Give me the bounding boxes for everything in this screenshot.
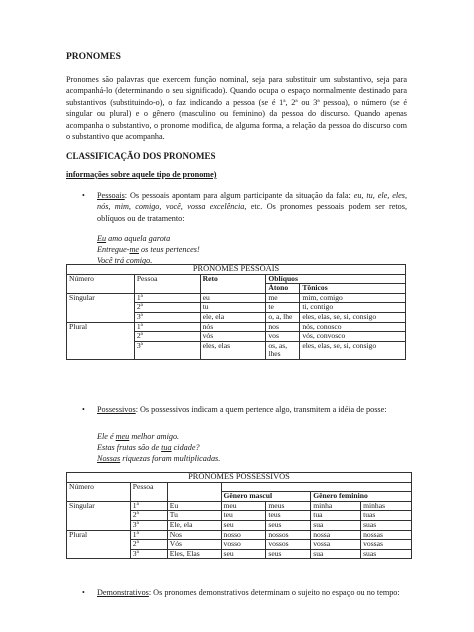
bullet-icon: • [82, 588, 85, 597]
bullet-icon: • [82, 191, 85, 200]
header-numero: Número [67, 274, 135, 293]
demonstrative-text: : Os pronomes demonstrativos determinam o sujeito no espaço ou no tempo: [148, 588, 400, 597]
classification-subheading: informações sobre aquele tipo de pronome) [66, 170, 217, 179]
possessive-text: : Os possessivos indicam a quem pertence algo, transmitem a idéia de posse: [135, 405, 387, 414]
table-row: 2ª Tu teu teus tua tuas [67, 511, 412, 521]
table-row: Plural 1ª Nos nosso nossos nossa nossas [67, 530, 412, 540]
table-row: Singular 1ª Eu meu meus minha minhas [67, 501, 412, 511]
demonstrative-term: Demonstrativos [97, 588, 149, 597]
demonstrative-paragraph [97, 587, 407, 598]
table-row: Plural 1ª nós nos nós, conosco [67, 322, 406, 332]
header-pessoa: Pessoa [134, 274, 200, 293]
header-atono: Átono [266, 284, 300, 294]
header-reto: Reto [200, 274, 266, 293]
possessive-examples [97, 432, 220, 464]
number-singular: Singular [67, 293, 135, 322]
personal-pronoun-list: eu, tu, ele, eles, nós, mim, comigo, você, vossa excelência [97, 191, 407, 212]
possessive-pronouns-table [66, 472, 412, 559]
example-line: Nossas riquezas foram multiplicadas. [97, 453, 221, 463]
header-obliquos: Oblíquos [266, 274, 406, 284]
header-numero: Número [67, 482, 131, 501]
example-line: Eu amo aquela garota [97, 234, 171, 243]
personal-term: Pessoais [97, 191, 125, 200]
personal-pronouns-table [66, 264, 406, 360]
header-pessoa: Pessoa [130, 482, 167, 501]
table-row: 2ª tu te ti, contigo [67, 303, 406, 313]
personal-text-b: , etc. Os pronomes pessoais podem ser retos, oblíquos ou de tratamento: [97, 202, 407, 223]
header-tonicos: Tônicos [300, 284, 406, 294]
table-title: PRONOMES POSSESSIVOS [67, 473, 412, 483]
personal-paragraph [97, 190, 407, 224]
personal-examples [97, 234, 200, 266]
page-title: PRONOMES [66, 52, 121, 62]
personal-text-a: : Os pessoais apontam para algum participante da situação da fala: [124, 191, 354, 200]
example-line: Entregue-me os teus pertences! [97, 244, 200, 254]
table-title: PRONOMES PESSOAIS [67, 265, 406, 275]
number-singular: Singular [67, 501, 131, 530]
table-row: 2ª vós vos vós, convosco [67, 332, 406, 342]
table-row: 3ª ele, ela o, a, lhe eles, elas, se, si, consigo [67, 312, 406, 322]
possessive-term: Possessivos [97, 405, 136, 414]
possessive-paragraph [97, 404, 407, 415]
table-row: 2ª Vós vosso vossos vossa vossas [67, 540, 412, 550]
table-row: 3ª Ele, ela seu seus sua suas [67, 520, 412, 530]
example-line: Ele é meu melhor amigo. [97, 432, 180, 441]
header-masc: Gênero mascul [221, 492, 311, 502]
classification-heading: CLASSIFICAÇÃO DOS PRONOMES [66, 151, 216, 161]
header-fem: Gênero feminino [311, 492, 412, 502]
example-line: Estas frutas são de tua cidade? [97, 442, 200, 452]
number-plural: Plural [67, 530, 131, 559]
table-row: 3ª eles, elas os, as, lhes eles, elas, se, si, consigo [67, 341, 406, 359]
intro-paragraph: Pronomes são palavras que exercem função nominal, seja para substituir um substantivo, seja para acompanhá-lo (determinando o seu significado). Quando ocupa o espaço normalmente destinado para substantivos (substituindo-o), o faz indicando a pessoa (se é 1ª, 2ª ou 3ª pessoa), o número (se é singular ou plural) e o gênero (masculino ou feminino) da pessoa do discurso. Quando apenas acompanha o substantivo, o pronome modifica, de alguma forma, a relação da pessoa do discurso com o substantivo que acompanha. [66, 75, 407, 142]
bullet-icon: • [82, 405, 85, 414]
example-line: Você trá comigo. [97, 255, 153, 265]
table-row: Singular 1ª eu me mim, comigo [67, 293, 406, 303]
number-plural: Plural [67, 322, 135, 359]
table-row: 3ª Eles, Elas seu seus sua suas [67, 549, 412, 559]
